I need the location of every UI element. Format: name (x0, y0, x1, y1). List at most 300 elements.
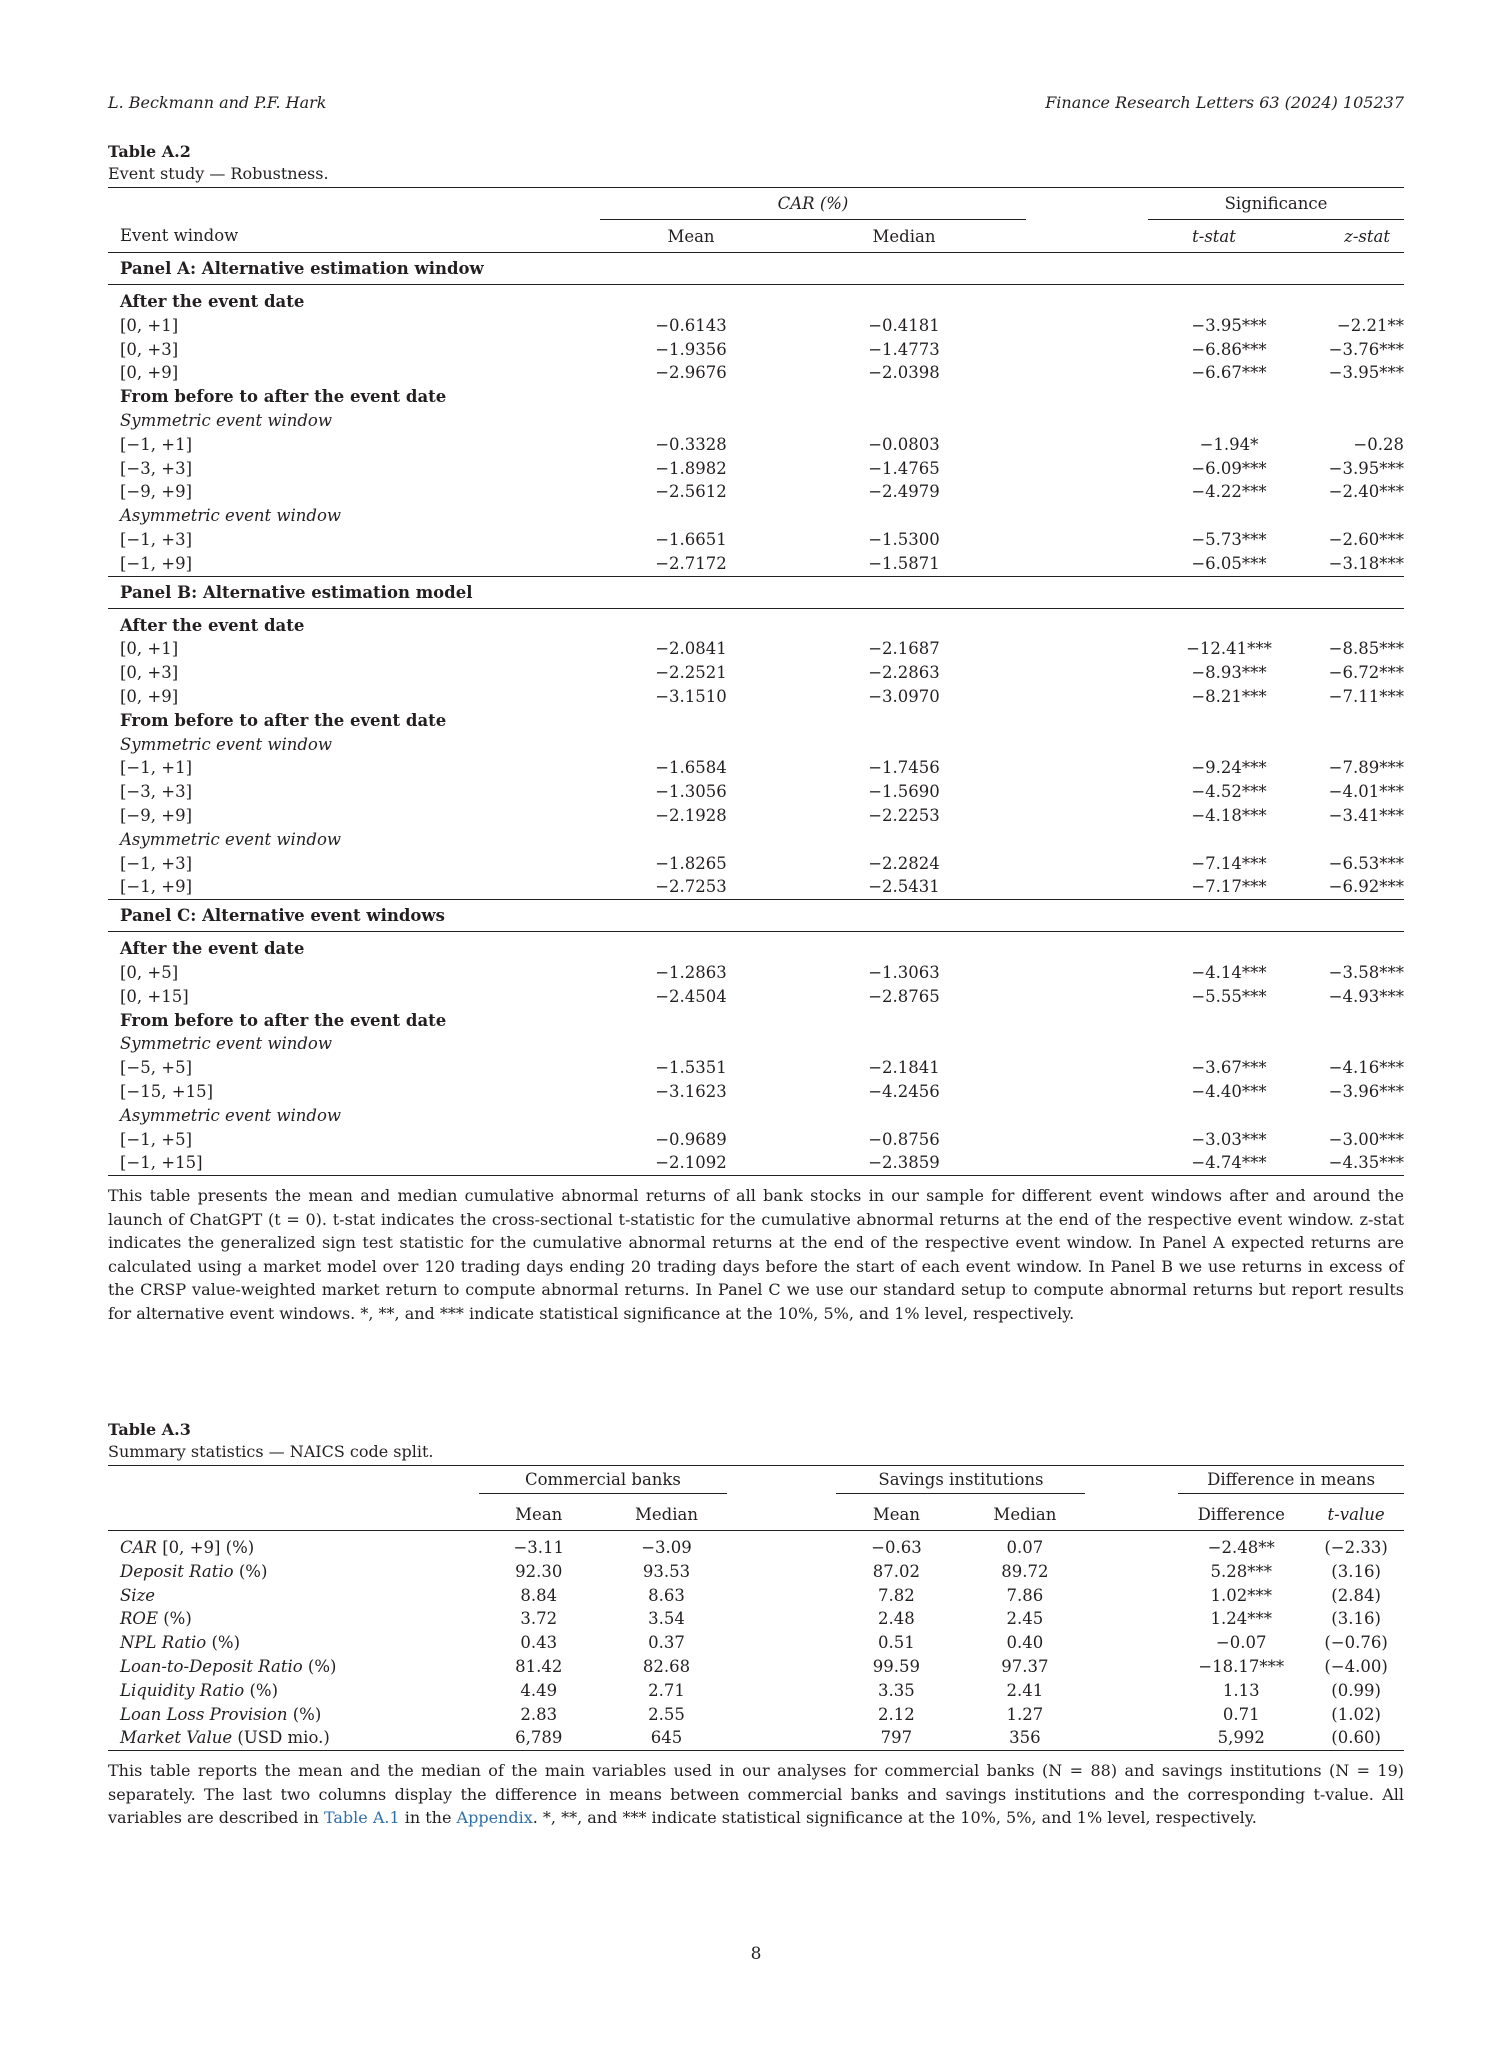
cell-median: −1.5690 (868, 782, 940, 802)
cell-si-mean: 797 (880, 1728, 913, 1748)
cell-mean: −1.3056 (655, 782, 727, 802)
row-label: Asymmetric event window (120, 506, 342, 526)
table-row (108, 1560, 1404, 1584)
spacer (1089, 1560, 1174, 1584)
spacer (1026, 780, 1148, 804)
cell-z-stat: −3.41*** (1328, 805, 1404, 825)
cell-median: −3.0970 (868, 686, 940, 706)
variable-name: Liquidity Ratio (120, 1680, 245, 1700)
cell-z-stat: −7.11*** (1328, 686, 1404, 706)
cell-z-stat: −3.96*** (1328, 1081, 1404, 1101)
col-t-stat: t-stat (1148, 220, 1280, 253)
col-si-median: Median (960, 1498, 1089, 1531)
cell-t-stat: −4.22*** (1191, 482, 1267, 502)
table-row (108, 985, 1404, 1009)
spacer (731, 1607, 833, 1631)
spacer (1026, 985, 1148, 1009)
section-label-row (108, 409, 1404, 433)
section-label-row (108, 1104, 1404, 1128)
header-journal: Finance Research Letters 63 (2024) 105237 (1045, 93, 1404, 112)
row-label: [0, +3] (120, 663, 179, 683)
row-label: [0, +1] (120, 639, 179, 659)
spacer (1026, 1151, 1148, 1175)
panel-header (108, 900, 1404, 932)
variable-unit: (%) (244, 1680, 279, 1700)
cell-z-stat: −0.28 (1353, 434, 1404, 454)
row-label: [−1, +3] (120, 853, 193, 873)
spacer (1026, 1080, 1148, 1104)
section-label-row (108, 504, 1404, 528)
table-row (108, 552, 1404, 576)
cell-t-value: (3.16) (1331, 1561, 1381, 1581)
variable-unit: (%) (302, 1656, 337, 1676)
variable-label (108, 1655, 475, 1679)
table-row (108, 314, 1404, 338)
table-row (108, 780, 1404, 804)
cell-difference: 0.71 (1222, 1704, 1260, 1724)
cell-cb-mean: 81.42 (515, 1656, 563, 1676)
cell-z-stat: −6.72*** (1328, 663, 1404, 683)
section-label-row (108, 608, 1404, 637)
table-row (108, 852, 1404, 876)
row-label: [−5, +5] (120, 1058, 193, 1078)
variable-name: CAR (120, 1538, 157, 1557)
cell-t-stat: −1.94* (1199, 434, 1259, 454)
col-t-value: t-value (1308, 1498, 1404, 1531)
spacer (731, 1655, 833, 1679)
row-label: [−1, +9] (120, 553, 193, 573)
cell-median: −1.4765 (868, 458, 940, 478)
cell-t-value: (3.16) (1331, 1609, 1381, 1629)
table-row (108, 1679, 1404, 1703)
row-label: After the event date (120, 939, 305, 959)
cell-t-stat: −5.73*** (1191, 529, 1267, 549)
row-label: Asymmetric event window (120, 829, 342, 849)
group-car: CAR (%) (600, 188, 1026, 220)
cell-mean: −1.8982 (655, 458, 727, 478)
cell-median: −2.0398 (868, 363, 940, 383)
section-label-row (108, 709, 1404, 733)
cell-cb-mean: 3.72 (520, 1609, 558, 1629)
spacer (1026, 661, 1148, 685)
cell-median: −0.0803 (868, 434, 940, 454)
cell-difference: 5,992 (1217, 1728, 1265, 1748)
cell-mean: −2.1092 (655, 1153, 727, 1173)
table-row (108, 1151, 1404, 1175)
panel-header (108, 253, 1404, 285)
cell-t-stat: −8.93*** (1191, 663, 1267, 683)
spacer (1026, 314, 1148, 338)
table-a2-note: This table presents the mean and median cumulative abnormal returns of all bank stocks in our sample for different event windows after and around the launch of ChatGPT (t = 0). t-stat indicates the cross-sectional t-statistic for the cumulative abnormal returns at the end of the respective event window. z-stat indicates the generalized sign test statistic for the cumulative abnormal returns at the end of the respective event window. In Panel A expected returns are calculated using a market model over 120 trading days ending 20 trading days before the start of each event window. In Panel B we use returns in excess of the CRSP value-weighted market return to compute abnormal returns. In Panel C we use our standard setup to compute abnormal returns but report results for alternative event windows. *, **, and *** indicate statistical significance at the 10%, 5%, and 1% level, respectively. (108, 1186, 1404, 1323)
cell-t-stat: −4.14*** (1191, 962, 1267, 982)
row-label: [0, +1] (120, 315, 179, 335)
running-header (108, 93, 1404, 115)
link-table-a1[interactable]: Table A.1 (323, 1808, 400, 1828)
cell-median: −2.1687 (868, 639, 940, 659)
cell-si-median: 0.40 (1006, 1633, 1044, 1653)
variable-name: Size (120, 1585, 156, 1605)
cell-cb-mean: 0.43 (520, 1633, 558, 1653)
spacer (731, 1531, 833, 1560)
cell-t-value: (0.60) (1331, 1728, 1381, 1748)
row-label: Asymmetric event window (120, 1105, 342, 1125)
spacer (1026, 480, 1148, 504)
table-a3 (108, 1465, 1404, 1751)
section-label-row (108, 932, 1404, 961)
cell-median: −0.4181 (868, 315, 940, 335)
cell-median: −2.1841 (868, 1058, 940, 1078)
cell-median: −4.2456 (868, 1081, 940, 1101)
cell-mean: −2.9676 (655, 363, 727, 383)
spacer (1026, 1056, 1148, 1080)
cell-cb-median: 2.71 (648, 1680, 685, 1700)
cell-z-stat: −3.58*** (1328, 962, 1404, 982)
table-a2-body (108, 253, 1404, 1176)
cell-z-stat: −3.76*** (1328, 339, 1404, 359)
variable-unit: (%) (287, 1704, 322, 1724)
table-a3-note: This table reports the mean and the median of the main variables used in our analyses for commercial banks (N = 88) and savings institutions (N = 19) separately. The last two columns display the difference in means between commercial banks and savings institutions and the corresponding t-value. All variables are described in Table A.1 in the Appendix. *, **, and *** indicate statistical significance at the 10%, 5%, and 1% level, respectively. (108, 1761, 1404, 1828)
cell-z-stat: −2.60*** (1328, 529, 1404, 549)
table-row (108, 685, 1404, 709)
row-label: [−1, +1] (120, 758, 193, 778)
spacer (731, 1584, 833, 1608)
table-row (108, 1584, 1404, 1608)
cell-mean: −1.6651 (655, 529, 727, 549)
spacer (1026, 637, 1148, 661)
cell-cb-median: 8.63 (648, 1585, 685, 1605)
group-savings-institutions: Savings institutions (832, 1466, 1089, 1499)
table-row (108, 637, 1404, 661)
cell-cb-median: 82.68 (642, 1656, 691, 1676)
cell-mean: −3.1623 (655, 1081, 727, 1101)
table-a3-group-header (108, 1466, 1404, 1499)
spacer (1089, 1584, 1174, 1608)
spacer (1026, 685, 1148, 709)
cell-t-stat: −6.05*** (1191, 553, 1267, 573)
variable-label (108, 1631, 475, 1655)
panel-header (108, 576, 1404, 608)
cell-cb-median: 3.54 (648, 1609, 685, 1629)
row-label: [−1, +15] (120, 1153, 203, 1173)
spacer (1089, 1631, 1174, 1655)
variable-name: Deposit Ratio (120, 1561, 234, 1581)
spacer (731, 1560, 833, 1584)
variable-label (108, 1607, 475, 1631)
spacer (1026, 528, 1148, 552)
section-label-row (108, 285, 1404, 314)
row-label: [−1, +1] (120, 434, 193, 454)
table-a3-caption: Summary statistics — NAICS code split. (108, 1442, 434, 1461)
cell-mean: −2.2521 (655, 663, 727, 683)
link-appendix[interactable]: Appendix (456, 1808, 533, 1828)
cell-mean: −2.7172 (655, 553, 727, 573)
cell-t-stat: −3.67*** (1191, 1058, 1267, 1078)
cell-t-stat: −8.21*** (1191, 686, 1267, 706)
cell-cb-median: −3.09 (641, 1538, 692, 1557)
row-label: [−15, +15] (120, 1081, 214, 1101)
spacer (731, 1726, 833, 1750)
cell-median: −2.2253 (868, 805, 940, 825)
cell-t-value: (−2.33) (1324, 1538, 1388, 1557)
cell-median: −1.5871 (868, 553, 940, 573)
section-label-row (108, 733, 1404, 757)
cell-si-median: 7.86 (1006, 1585, 1044, 1605)
col-cb-median: Median (602, 1498, 730, 1531)
cell-si-mean: 3.35 (878, 1680, 915, 1700)
cell-si-mean: 2.48 (878, 1609, 915, 1629)
spacer (1089, 1655, 1174, 1679)
cell-z-stat: −3.00*** (1328, 1129, 1404, 1149)
cell-z-stat: −4.93*** (1328, 986, 1404, 1006)
variable-unit: (%) (233, 1561, 268, 1581)
row-label: [−3, +3] (120, 782, 193, 802)
table-a3-block (108, 1419, 1404, 1830)
cell-cb-mean: 6,789 (515, 1728, 563, 1748)
cell-mean: −2.4504 (655, 986, 727, 1006)
spacer (731, 1631, 833, 1655)
col-mean: Mean (600, 220, 782, 253)
panel-title: Panel B: Alternative estimation model (108, 576, 1404, 608)
spacer (1089, 1607, 1174, 1631)
table-a3-col-header (108, 1498, 1404, 1531)
cell-cb-mean: −3.11 (513, 1538, 565, 1557)
variable-label (108, 1703, 475, 1727)
cell-mean: −1.5351 (655, 1058, 727, 1078)
table-a2-label: Table A.2 (108, 142, 191, 161)
cell-t-value: (1.02) (1331, 1704, 1381, 1724)
cell-si-median: 2.45 (1006, 1609, 1044, 1629)
table-a3-label: Table A.3 (108, 1420, 191, 1439)
variable-label (108, 1560, 475, 1584)
table-row (108, 1726, 1404, 1750)
table-a2-group-header (108, 188, 1404, 220)
cell-t-stat: −4.74*** (1191, 1153, 1267, 1173)
section-label-row (108, 385, 1404, 409)
spacer (1089, 1703, 1174, 1727)
section-label-row (108, 828, 1404, 852)
col-difference: Difference (1174, 1498, 1308, 1531)
cell-si-mean: 2.12 (878, 1704, 915, 1724)
cell-t-stat: −4.40*** (1191, 1081, 1267, 1101)
cell-mean: −0.6143 (655, 315, 727, 335)
spacer (1089, 1531, 1174, 1560)
table-row (108, 1703, 1404, 1727)
cell-mean: −1.2863 (655, 962, 727, 982)
cell-cb-median: 2.55 (648, 1704, 685, 1724)
cell-t-value: (−4.00) (1324, 1656, 1388, 1676)
cell-t-stat: −9.24*** (1191, 758, 1267, 778)
table-row (108, 961, 1404, 985)
spacer (1026, 852, 1148, 876)
variable-label (108, 1584, 475, 1608)
cell-z-stat: −8.85*** (1328, 639, 1404, 659)
cell-cb-mean: 4.49 (520, 1680, 558, 1700)
row-label: [0, +15] (120, 986, 189, 1006)
cell-z-stat: −6.92*** (1328, 877, 1404, 897)
cell-si-median: 1.27 (1006, 1704, 1044, 1724)
cell-si-mean: 0.51 (878, 1633, 915, 1653)
row-label: From before to after the event date (120, 387, 447, 407)
spacer (1026, 961, 1148, 985)
cell-si-median: 97.37 (1001, 1656, 1049, 1676)
cell-mean: −0.9689 (655, 1129, 727, 1149)
row-label: [−1, +9] (120, 877, 193, 897)
table-a2-col-header (108, 220, 1404, 253)
cell-mean: −2.5612 (655, 482, 727, 502)
table-row (108, 1655, 1404, 1679)
cell-t-value: (−0.76) (1324, 1633, 1388, 1653)
variable-name: NPL Ratio (120, 1633, 207, 1653)
row-label: From before to after the event date (120, 1010, 447, 1030)
cell-cb-mean: 8.84 (520, 1585, 558, 1605)
cell-z-stat: −2.21** (1336, 315, 1404, 335)
table-a2-block (108, 141, 1404, 1325)
cell-difference: 1.24*** (1210, 1609, 1272, 1629)
variable-label (108, 1726, 475, 1750)
cell-t-value: (2.84) (1331, 1585, 1381, 1605)
cell-mean: −1.8265 (655, 853, 727, 873)
cell-si-median: 89.72 (1001, 1561, 1049, 1581)
table-row (108, 457, 1404, 481)
cell-median: −1.3063 (868, 962, 940, 982)
cell-median: −2.5431 (868, 877, 940, 897)
spacer (1026, 338, 1148, 362)
row-label: [−3, +3] (120, 458, 193, 478)
spacer (1026, 457, 1148, 481)
cell-median: −2.8765 (868, 986, 940, 1006)
row-label: After the event date (120, 292, 305, 311)
table-row (108, 433, 1404, 457)
variable-unit: (%) (158, 1609, 192, 1629)
cell-mean: −1.9356 (655, 339, 727, 359)
cell-z-stat: −2.40*** (1328, 482, 1404, 502)
cell-si-mean: −0.63 (871, 1538, 922, 1557)
cell-mean: −2.7253 (655, 877, 727, 897)
variable-label (108, 1679, 475, 1703)
cell-si-median: 2.41 (1006, 1680, 1044, 1700)
row-label: Symmetric event window (120, 410, 332, 430)
cell-mean: −1.6584 (655, 758, 727, 778)
cell-t-value: (0.99) (1331, 1680, 1381, 1700)
cell-median: −0.8756 (868, 1129, 940, 1149)
spacer (1026, 433, 1148, 457)
table-row (108, 804, 1404, 828)
cell-mean: −0.3328 (655, 434, 727, 454)
col-median: Median (782, 220, 1026, 253)
cell-z-stat: −4.01*** (1328, 782, 1404, 802)
section-label-row (108, 1009, 1404, 1033)
row-label: [−9, +9] (120, 805, 193, 825)
table-row (108, 1080, 1404, 1104)
cell-difference: 1.13 (1222, 1680, 1260, 1700)
row-label: [0, +9] (120, 686, 179, 706)
cell-z-stat: −4.16*** (1328, 1058, 1404, 1078)
cell-median: −1.4773 (868, 339, 940, 359)
row-label: After the event date (120, 615, 305, 635)
cell-cb-median: 93.53 (642, 1561, 691, 1581)
cell-difference: −18.17*** (1198, 1656, 1285, 1676)
page-number: 8 (750, 1944, 762, 1964)
cell-median: −2.4979 (868, 482, 940, 502)
table-a3-body (108, 1531, 1404, 1751)
row-label: From before to after the event date (120, 710, 447, 730)
cell-mean: −3.1510 (655, 686, 727, 706)
variable-unit: (USD mio.) (232, 1728, 330, 1748)
cell-z-stat: −3.95*** (1328, 458, 1404, 478)
variable-name: ROE (120, 1609, 158, 1629)
spacer (1026, 361, 1148, 385)
table-row (108, 528, 1404, 552)
cell-z-stat: −7.89*** (1328, 758, 1404, 778)
table-row (108, 361, 1404, 385)
cell-difference: 5.28*** (1210, 1561, 1272, 1581)
table-row (108, 338, 1404, 362)
cell-median: −1.5300 (868, 529, 940, 549)
cell-difference: −2.48** (1207, 1538, 1275, 1557)
col-event-window: Event window (108, 220, 600, 253)
spacer (1026, 552, 1148, 576)
cell-median: −2.2824 (868, 853, 940, 873)
cell-mean: −2.1928 (655, 805, 727, 825)
cell-t-stat: −4.18*** (1191, 805, 1267, 825)
row-label: Symmetric event window (120, 734, 332, 754)
section-label-row (108, 1032, 1404, 1056)
row-label: [0, +9] (120, 363, 179, 383)
cell-cb-median: 0.37 (648, 1633, 685, 1653)
spacer (1026, 756, 1148, 780)
row-label: [−1, +3] (120, 529, 193, 549)
table-row (108, 1056, 1404, 1080)
panel-title: Panel C: Alternative event windows (108, 900, 1404, 932)
cell-t-stat: −4.52*** (1191, 782, 1267, 802)
group-significance: Significance (1148, 188, 1404, 220)
row-label: [−1, +5] (120, 1129, 193, 1149)
variable-name: Loan-to-Deposit Ratio (120, 1656, 303, 1676)
table-row (108, 1631, 1404, 1655)
spacer (1089, 1726, 1174, 1750)
row-label: [0, +3] (120, 339, 179, 359)
variable-label (108, 1531, 475, 1560)
panel-title: Panel A: Alternative estimation window (108, 253, 1404, 285)
header-authors: L. Beckmann and P.F. Hark (108, 93, 327, 112)
table-row (108, 1128, 1404, 1152)
table-row (108, 661, 1404, 685)
row-label: Symmetric event window (120, 1034, 332, 1054)
table-row (108, 875, 1404, 899)
group-difference-in-means: Difference in means (1174, 1466, 1404, 1499)
variable-unit: [0, +9] (%) (156, 1538, 255, 1557)
spacer (731, 1703, 833, 1727)
table-a2-caption: Event study — Robustness. (108, 164, 329, 183)
cell-t-stat: −6.67*** (1191, 363, 1267, 383)
variable-name: Loan Loss Provision (120, 1704, 288, 1724)
cell-t-stat: −7.17*** (1191, 877, 1267, 897)
row-label: [−9, +9] (120, 482, 193, 502)
col-si-mean: Mean (832, 1498, 960, 1531)
cell-si-mean: 7.82 (878, 1585, 915, 1605)
cell-z-stat: −3.18*** (1328, 553, 1404, 573)
cell-cb-mean: 2.83 (520, 1704, 558, 1724)
cell-t-stat: −3.95*** (1191, 315, 1267, 335)
cell-median: −2.2863 (868, 663, 940, 683)
col-cb-mean: Mean (475, 1498, 602, 1531)
table-row (108, 756, 1404, 780)
variable-name: Market Value (120, 1728, 233, 1748)
table-row (108, 1531, 1404, 1560)
cell-z-stat: −6.53*** (1328, 853, 1404, 873)
table-row (108, 1607, 1404, 1631)
cell-difference: −0.07 (1215, 1633, 1267, 1653)
